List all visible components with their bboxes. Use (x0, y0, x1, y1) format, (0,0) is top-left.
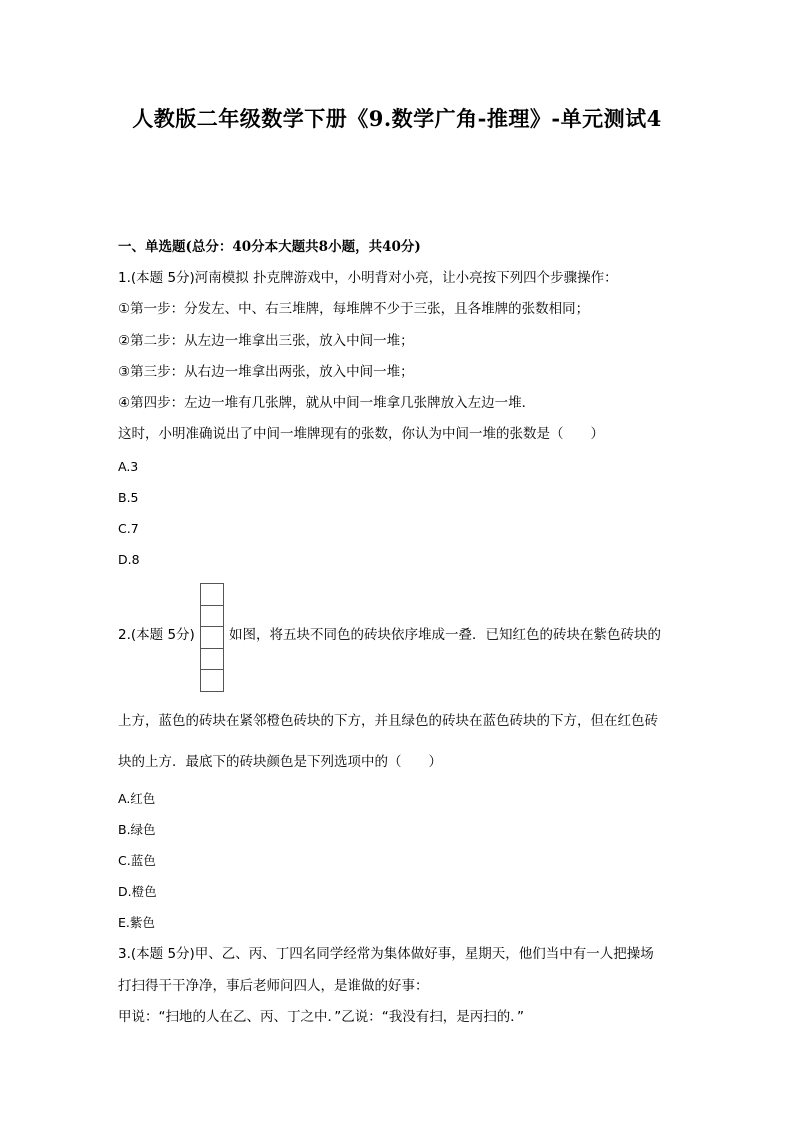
q2-prefix: 2.(本题 5分) (118, 627, 195, 643)
q1-option-a: A.3 (118, 459, 139, 474)
brick (200, 626, 224, 648)
section-heading: 一、单选题(总分：40分本大题共8小题，共40分) (118, 239, 421, 255)
q1-stem: 1.(本题 5分)河南模拟 扑克牌游戏中，小明背对小亮，让小亮按下列四个步骤操作： (118, 270, 618, 286)
q2-option-d: D.橙色 (118, 884, 157, 899)
q1-step1: ①第一步：分发左、中、右三堆牌，每堆牌不少于三张，且各堆牌的张数相同； (118, 301, 590, 317)
q2-option-a: A.红色 (118, 791, 156, 806)
q1-option-b: B.5 (118, 490, 139, 505)
q2-option-e: E.紫色 (118, 915, 155, 930)
brick (200, 605, 224, 627)
brick (200, 648, 224, 670)
q3-line1: 3.(本题 5分)甲、乙、丙、丁四名同学经常为集体做好事，星期天，他们当中有一人把操场 (118, 946, 654, 962)
q1-option-d: D.8 (118, 552, 140, 567)
q2-option-c: C.蓝色 (118, 853, 156, 868)
q2-line3: 块的上方．最底下的砖块颜色是下列选项中的（ ） (118, 754, 442, 770)
q2-line2: 上方，蓝色的砖块在紧邻橙色砖块的下方，并且绿色的砖块在蓝色砖块的下方，但在红色砖 (118, 713, 658, 729)
brick (200, 583, 224, 605)
q2-line1: 如图，将五块不同色的砖块依序堆成一叠．已知红色的砖块在紫色砖块的 (229, 627, 661, 643)
q1-step3: ③第三步：从右边一堆拿出两张，放入中间一堆； (118, 364, 414, 380)
q1-question: 这时，小明准确说出了中间一堆牌现有的张数，你认为中间一堆的张数是（ ） (118, 426, 604, 442)
q2-option-b: B.绿色 (118, 822, 156, 837)
q3-line2: 打扫得干干净净，事后老师问四人，是谁做的好事： (118, 978, 429, 994)
q1-step4: ④第四步：左边一堆有几张牌，就从中间一堆拿几张牌放入左边一堆． (118, 395, 536, 411)
q1-step2: ②第二步：从左边一堆拿出三张，放入中间一堆； (118, 333, 414, 349)
brick (200, 669, 224, 692)
page-title: 人教版二年级数学下册《9.数学广角-推理》-单元测试4 (132, 106, 662, 131)
brick-stack-figure (200, 583, 224, 692)
q3-line3: 甲说：“扫地的人在乙、丙、丁之中．”乙说：“我没有扫，是丙扫的．” (118, 1009, 524, 1025)
q1-option-c: C.7 (118, 521, 139, 536)
